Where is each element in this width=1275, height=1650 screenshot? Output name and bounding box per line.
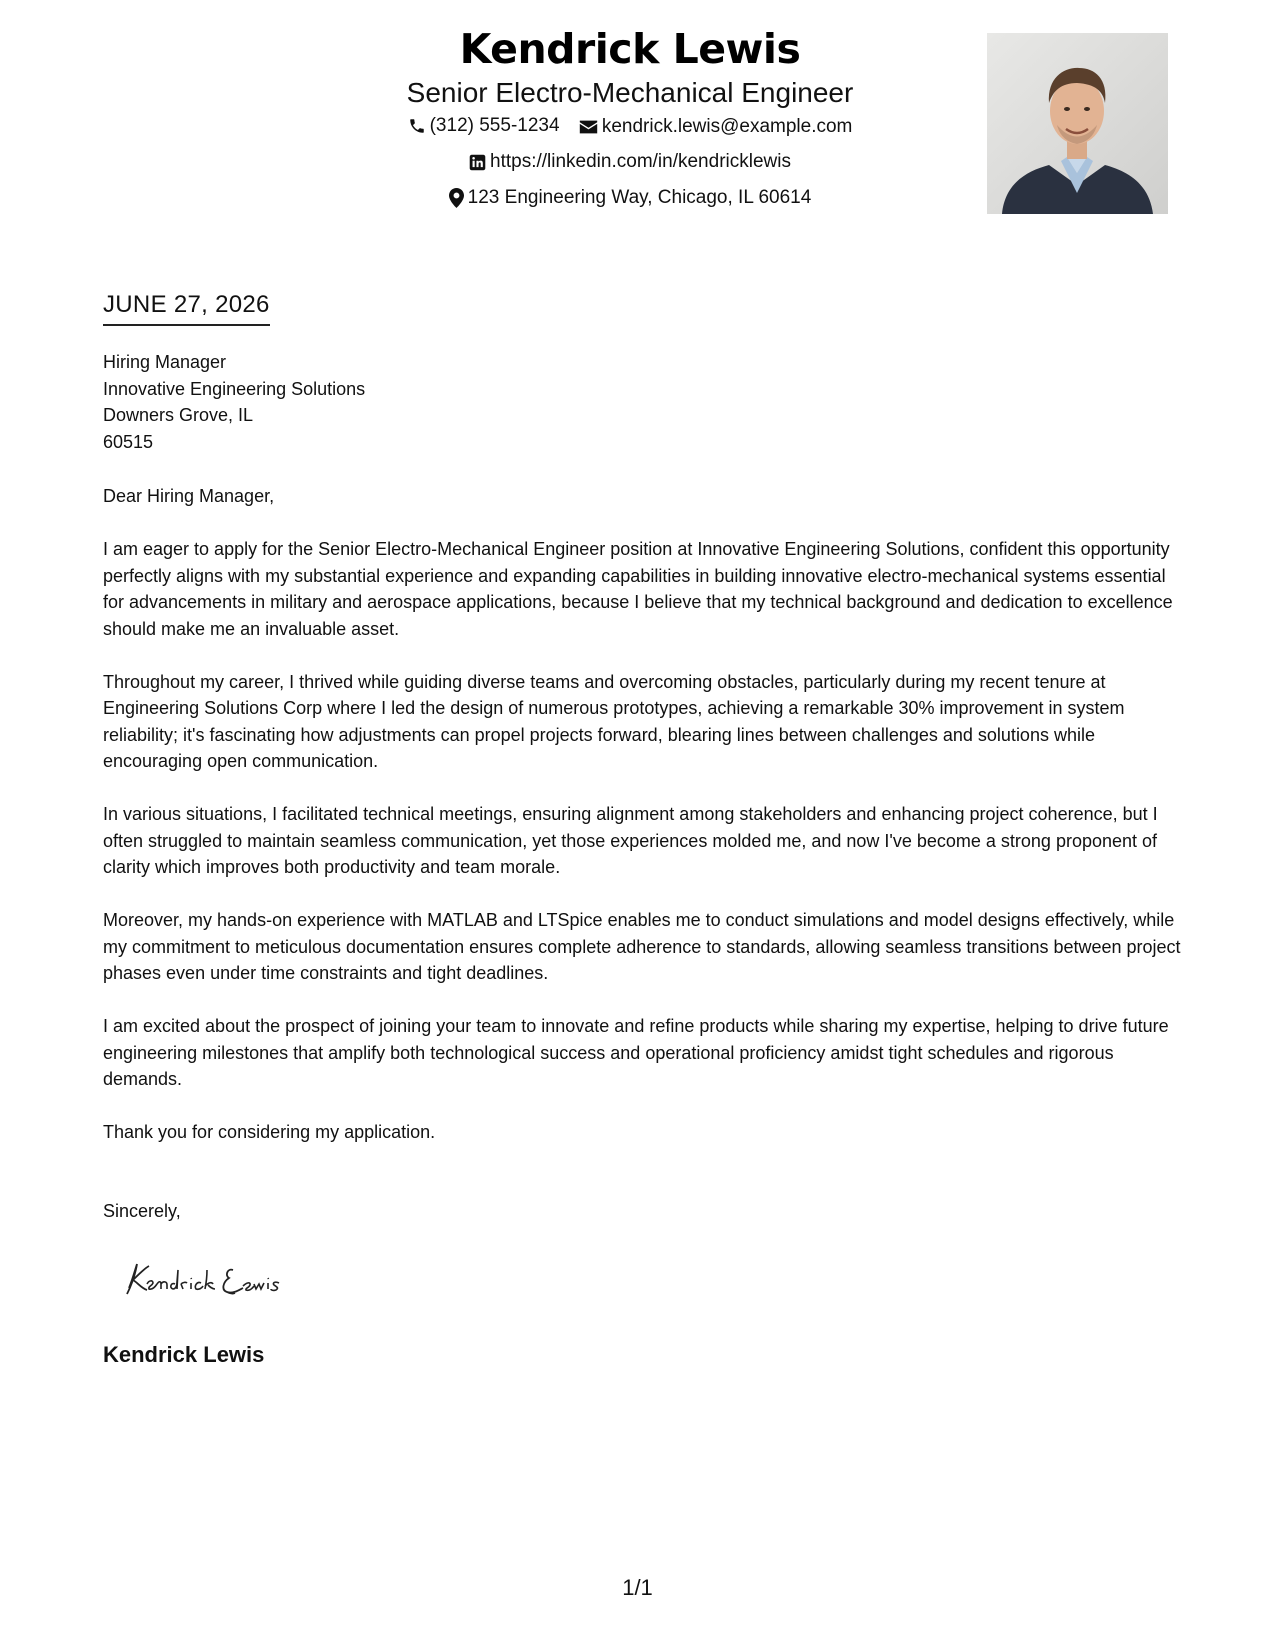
contact-line-1 [300, 110, 960, 146]
signed-name: Kendrick Lewis [103, 1342, 265, 1367]
body-paragraph-5: I am excited about the prospect of joining your team to innovate and refine products while sharing my expertise, helping to drive future engineering milestones that amplify both technological success and operational proficiency amidst tight schedules and rigorous demands. [103, 1016, 1169, 1089]
phone-icon [408, 117, 426, 135]
recipient-zip: 60515 [103, 431, 154, 452]
applicant-name: Kendrick Lewis [459, 25, 801, 73]
address-text: 123 Engineering Way, Chicago, IL 60614 [467, 186, 812, 208]
applicant-title: Senior Electro-Mechanical Engineer [406, 77, 854, 108]
body-paragraph-1: I am eager to apply for the Senior Electro-Mechanical Engineer position at Innovative Engineering Solutions, confident this opportunity perfectly aligns with my substantial experience and expanding capabilities in building innovative electro-mechanical systems essential for advancements in military and aerospace applications, because I believe that my technical background and dedication to excellence should make me an invaluable asset. [103, 539, 1173, 639]
contact-line-2 [300, 146, 960, 182]
body-paragraph-6: Thank you for considering my application. [103, 1122, 436, 1142]
recipient-company: Innovative Engineering Solutions [103, 378, 366, 399]
body-paragraph-3: In various situations, I facilitated technical meetings, ensuring alignment among stakeholders and enhancing project coherence, but I often struggled to maintain seamless communication, yet those experiences molded me, and now I've become a strong proponent of clarity which improves both productivity and team morale. [103, 804, 1158, 877]
letter-date: JUNE 27, 2026 [103, 290, 270, 326]
phone-contact [408, 110, 560, 142]
header-contact-block [300, 22, 960, 219]
letter-body [103, 483, 1183, 1172]
contact-line-3 [300, 182, 960, 219]
linkedin-text: https://linkedin.com/in/kendricklewis [490, 151, 791, 172]
signature-image [115, 1248, 355, 1308]
recipient-city: Downers Grove, IL [103, 405, 254, 425]
phone-text: (312) 555-1234 [429, 115, 560, 136]
linkedin-icon [469, 154, 486, 171]
email-contact [579, 111, 853, 143]
email-text: kendrick.lewis@example.com [601, 116, 853, 137]
salutation: Dear Hiring Manager, [103, 486, 275, 506]
page-number: 1/1 [622, 1575, 653, 1600]
body-paragraph-4: Moreover, my hands-on experience with MATLAB and LTSpice enables me to conduct simulations and model designs effectively, while my commitment to meticulous documentation ensures complete adherence to standards, allowing seamless transitions between project phases even under time constraints and tight deadlines. [103, 910, 1181, 983]
recipient-block [103, 349, 365, 455]
linkedin-contact [469, 146, 791, 178]
address-contact [449, 182, 812, 214]
profile-photo [987, 33, 1168, 214]
map-pin-icon [449, 188, 464, 208]
letter-header [0, 0, 1275, 230]
closing-text: Sincerely, [103, 1201, 181, 1221]
body-paragraph-2: Throughout my career, I thrived while guiding diverse teams and overcoming obstacles, particularly during my recent tenure at Engineering Solutions Corp where I led the design of numerous prototypes, achieving a remarkable 30% improvement in system reliability; it's fascinating how adjustments can propel projects forward, blearing lines between challenges and solutions while encouraging open communication. [103, 671, 1125, 771]
envelope-icon [579, 119, 598, 135]
recipient-role: Hiring Manager [103, 352, 227, 372]
